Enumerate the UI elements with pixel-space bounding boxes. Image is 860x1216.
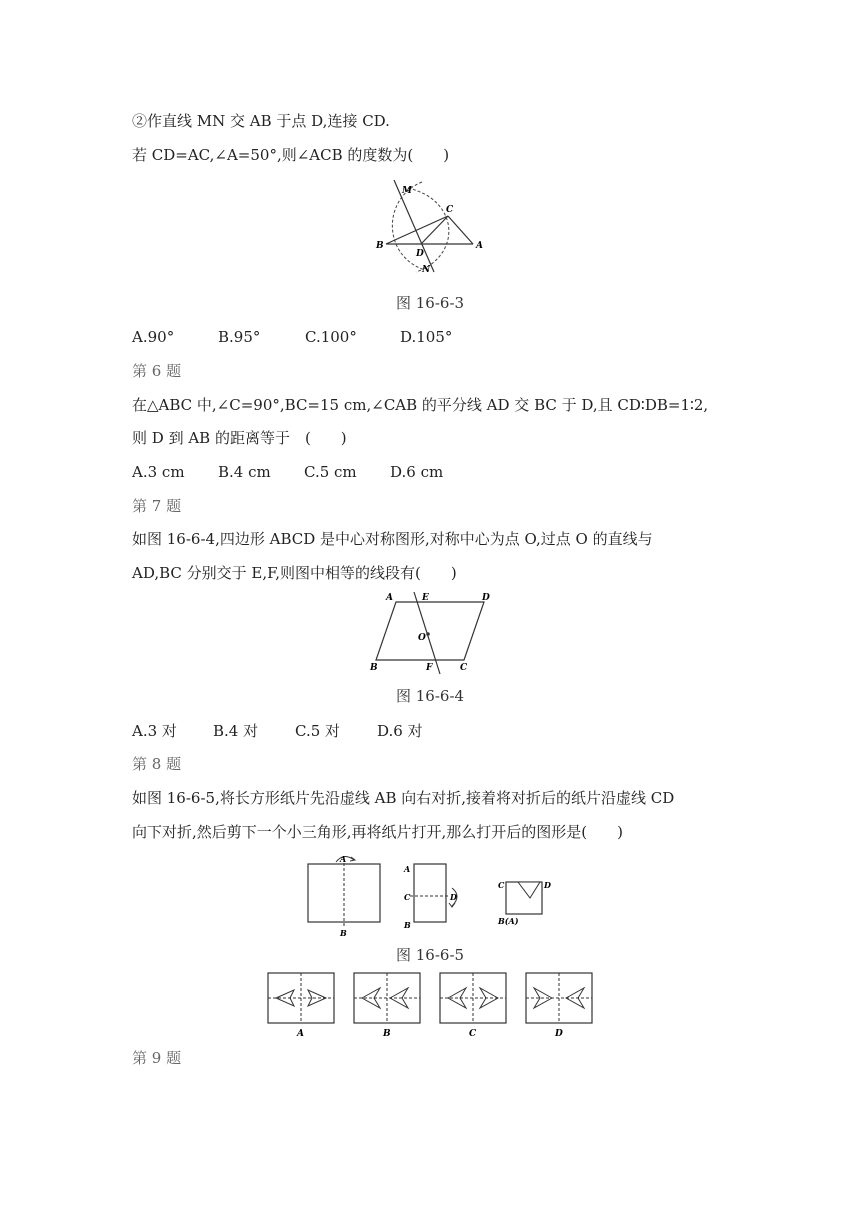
q5-option-c: C.100° [305, 328, 357, 346]
q7-option-d: D.6 对 [377, 722, 423, 740]
label-a: A [340, 854, 347, 864]
figure-16-6-3 [370, 178, 500, 278]
q6-option-a: A.3 cm [132, 463, 185, 481]
choice-a-label: A [297, 1029, 304, 1039]
label-d: D [482, 593, 490, 603]
q6-option-c: C.5 cm [304, 463, 357, 481]
label-d: D [450, 892, 457, 902]
q8-answer-choices [266, 970, 596, 1042]
q7-line-1: 如图 16-6-4,四边形 ABCD 是中心对称图形,对称中心为点 O,过点 O 的直线与 [132, 530, 653, 548]
q6-line-2: 则 D 到 AB 的距离等于 ( ) [132, 429, 347, 447]
choice-b-label: B [383, 1029, 391, 1039]
q5-options [132, 327, 452, 347]
q6-options [132, 462, 443, 482]
q8-line-1: 如图 16-6-5,将长方形纸片先沿虚线 AB 向右对折,接着将对折后的纸片沿虚线 CD [132, 789, 675, 807]
label-n: N [422, 265, 431, 275]
label-f: F [426, 663, 433, 673]
label-d2: D [544, 880, 551, 890]
label-c: C [446, 205, 454, 215]
label-d: D [416, 249, 424, 259]
label-b2: B [404, 920, 411, 930]
q7-options [132, 721, 423, 741]
choice-b-figure [354, 973, 420, 1039]
q7-heading: 第 7 题 [132, 497, 182, 515]
label-m: M [402, 186, 412, 196]
q7-option-b: B.4 对 [213, 722, 259, 740]
q7-option-a: A.3 对 [132, 722, 177, 740]
q9-heading: 第 9 题 [132, 1049, 182, 1067]
label-c: C [404, 892, 411, 902]
q7-option-c: C.5 对 [295, 722, 341, 740]
label-ba: B(A) [498, 916, 519, 926]
q6-option-b: B.4 cm [218, 463, 271, 481]
q7-line-2: AD,BC 分别交于 E,F,则图中相等的线段有( ) [132, 564, 457, 582]
q5-option-a: A.90° [132, 328, 175, 346]
label-a: A [476, 241, 483, 251]
label-a2: A [404, 864, 411, 874]
q6-line-1: 在△ABC 中,∠C=90°,BC=15 cm,∠CAB 的平分线 AD 交 BC 于 D,且 CD∶DB=1∶2, [132, 396, 709, 414]
q5-option-b: B.95° [218, 328, 261, 346]
label-o: O [418, 633, 426, 643]
q8-heading: 第 8 题 [132, 755, 182, 773]
caption-16-6-3: 图 16-6-3 [396, 294, 465, 312]
label-e: E [422, 593, 429, 603]
q6-option-d: D.6 cm [390, 463, 444, 481]
label-b: B [370, 663, 378, 673]
figure-16-6-5 [300, 848, 562, 938]
caption-16-6-4: 图 16-6-4 [396, 687, 465, 705]
choice-d-label: D [555, 1029, 563, 1039]
choice-a-figure [268, 973, 334, 1039]
q6-heading: 第 6 题 [132, 362, 182, 380]
q5-line-2: 若 CD=AC,∠A=50°,则∠ACB 的度数为( ) [132, 146, 450, 164]
choice-d-figure [526, 973, 592, 1039]
choice-c-label: C [469, 1029, 477, 1039]
q5-option-d: D.105° [400, 328, 453, 346]
caption-16-6-5: 图 16-6-5 [396, 946, 465, 964]
label-b: B [376, 241, 384, 251]
choice-c-figure [440, 973, 506, 1039]
q5-line-1: ②作直线 MN 交 AB 于点 D,连接 CD. [132, 112, 390, 130]
label-b: B [340, 928, 347, 938]
label-c2: C [498, 880, 505, 890]
figure-16-6-4 [366, 590, 500, 676]
label-a: A [386, 593, 393, 603]
label-c: C [460, 663, 468, 673]
q8-line-2: 向下对折,然后剪下一个小三角形,再将纸片打开,那么打开后的图形是( ) [132, 823, 624, 841]
